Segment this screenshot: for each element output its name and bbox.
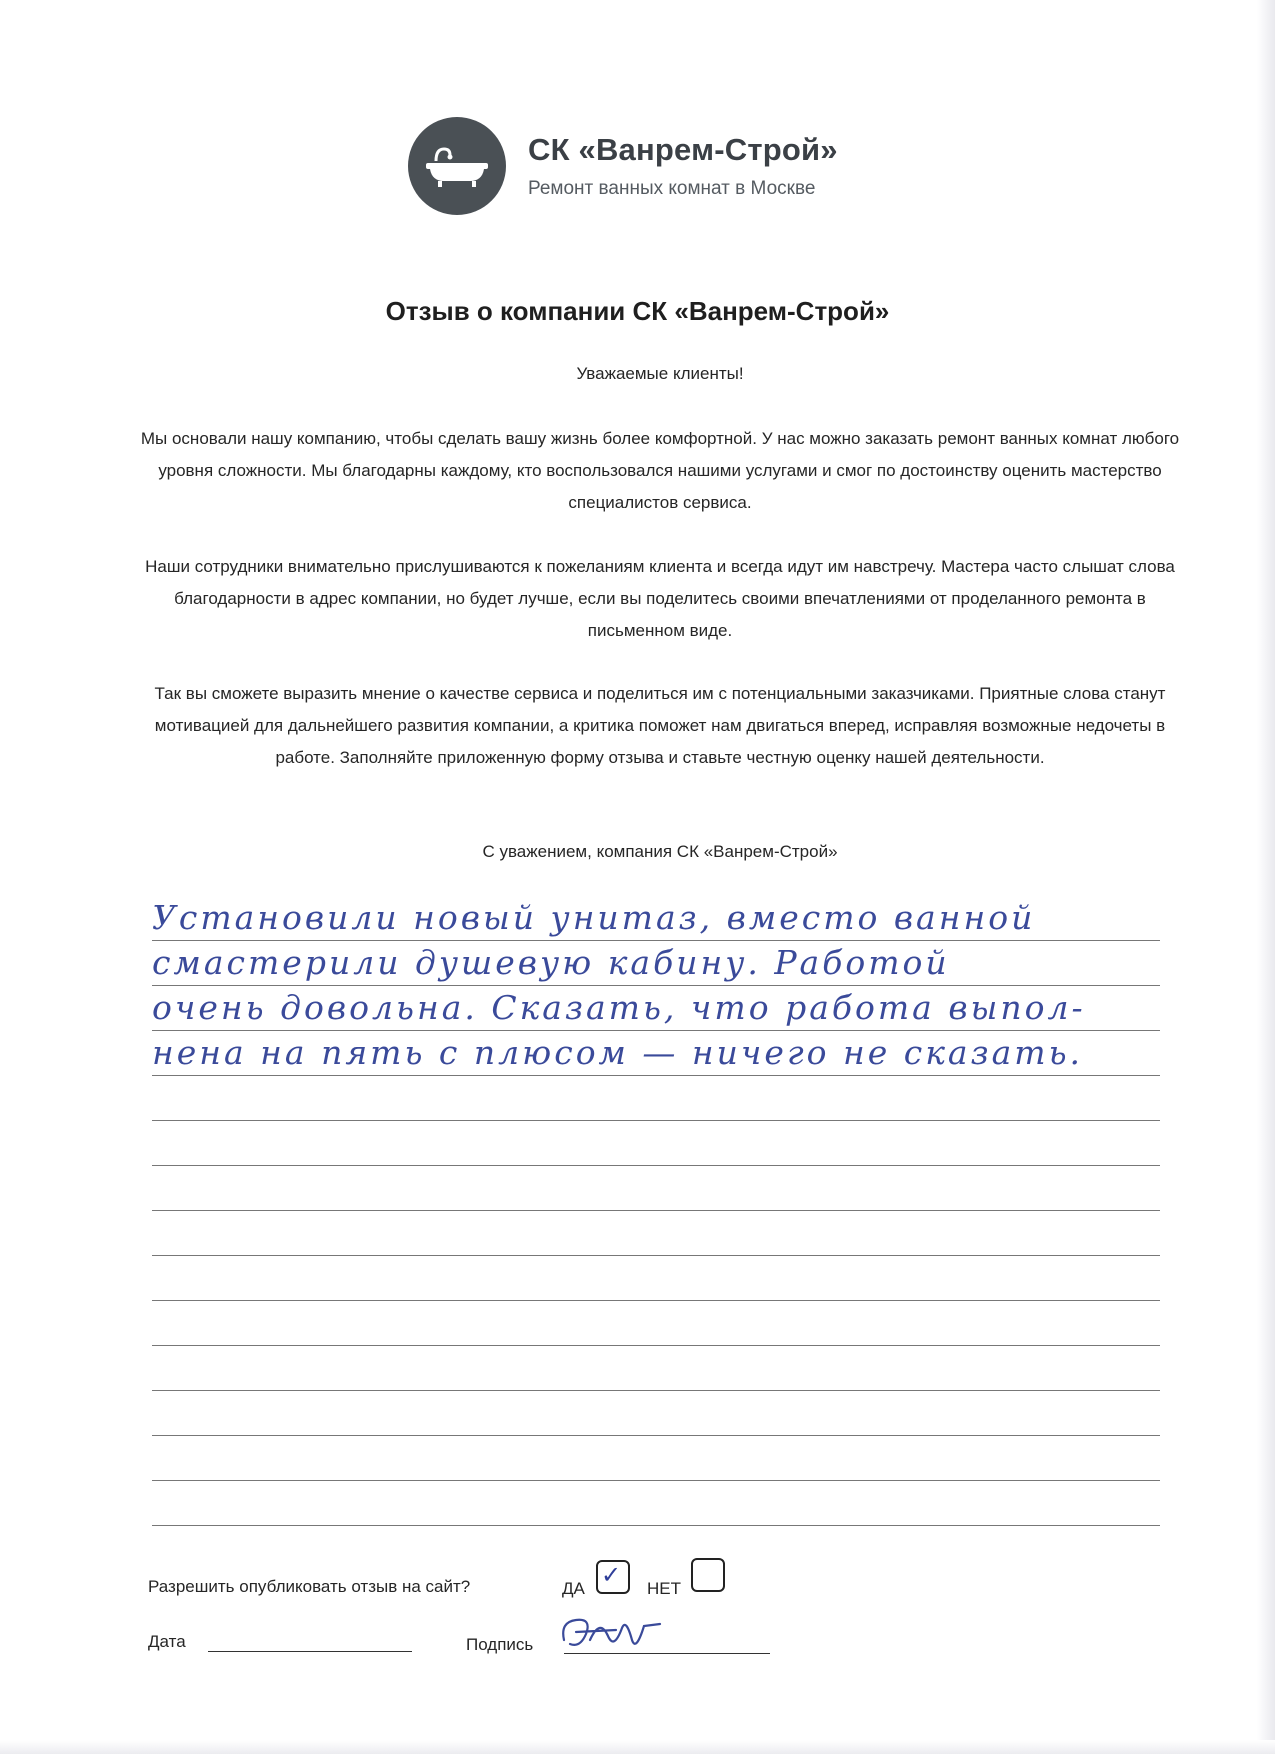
checkmark-icon: ✓ bbox=[601, 1561, 622, 1589]
ruled-line bbox=[152, 1210, 1160, 1211]
handwritten-signature bbox=[556, 1610, 666, 1660]
ruled-line bbox=[152, 1435, 1160, 1436]
ruled-line bbox=[152, 1255, 1160, 1256]
date-label: Дата bbox=[148, 1632, 186, 1651]
ruled-line bbox=[152, 985, 1160, 986]
ruled-line bbox=[152, 1030, 1160, 1031]
company-logo bbox=[408, 117, 838, 215]
intro-paragraph-2: Наши сотрудники внимательно прислушиваются к пожеланиям клиента и всегда идут им навстречу. Мастера часто слышат слова благодарности в адрес компании, но будет лучше, если вы поделитесь своими впечатлениями от проделанного ремонта в письменном виде. bbox=[145, 557, 1175, 640]
greeting: Уважаемые клиенты! bbox=[576, 364, 744, 383]
handwritten-line-3: очень довольна. Сказать, что работа выпол- bbox=[152, 988, 1086, 1027]
handwritten-line-2: смастерили душевую кабину. Работой bbox=[152, 943, 950, 982]
company-name: СК «Ванрем-Строй» bbox=[528, 132, 838, 167]
scan-edge-shadow bbox=[1257, 0, 1275, 1754]
ruled-line bbox=[152, 1390, 1160, 1391]
publish-question: Разрешить опубликовать отзыв на сайт? bbox=[148, 1577, 471, 1596]
document-title: Отзыв о компании СК «Ванрем-Строй» bbox=[385, 296, 890, 326]
intro-paragraph-1: Мы основали нашу компанию, чтобы сделать вашу жизнь более комфортной. У нас можно заказать ремонт ванных комнат любого уровня сложности. Мы благодарны каждому, кто воспользовался нашими услугами и смог по достоинству оценить мастерство специалистов сервиса. bbox=[140, 429, 1180, 512]
ruled-line bbox=[152, 1300, 1160, 1301]
signoff: С уважением, компания СК «Ванрем-Строй» bbox=[482, 842, 838, 861]
intro-paragraph-3: Так вы сможете выразить мнение о качестве сервиса и поделиться им с потенциальными заказчиками. Приятные слова станут мотивацией для дальнейшего развития компании, а критика поможет нам двигаться вперед, исправляя возможные недочеты в работе. Заполняйте приложенную форму отзыва и ставьте честную оценку нашей деятельности. bbox=[154, 684, 1166, 767]
ruled-line bbox=[152, 1525, 1160, 1526]
no-checkbox[interactable] bbox=[691, 1558, 725, 1592]
ruled-line bbox=[152, 1120, 1160, 1121]
company-tagline: Ремонт ванных комнат в Москве bbox=[528, 178, 816, 199]
no-label: НЕТ bbox=[647, 1579, 681, 1598]
scan-bottom-shadow bbox=[0, 1740, 1275, 1754]
date-field[interactable] bbox=[208, 1651, 412, 1652]
ruled-line bbox=[152, 1165, 1160, 1166]
ruled-line bbox=[152, 940, 1160, 941]
ruled-line bbox=[152, 1345, 1160, 1346]
signature-label: Подпись bbox=[466, 1635, 534, 1654]
ruled-line bbox=[152, 1075, 1160, 1076]
bathtub-icon bbox=[408, 117, 506, 215]
handwritten-line-1: Установили новый унитаз, вместо ванной bbox=[152, 898, 1036, 937]
ruled-line bbox=[152, 1480, 1160, 1481]
handwritten-line-4: нена на пять с плюсом — ничего не сказать. bbox=[152, 1033, 1084, 1072]
yes-label: ДА bbox=[562, 1579, 585, 1598]
